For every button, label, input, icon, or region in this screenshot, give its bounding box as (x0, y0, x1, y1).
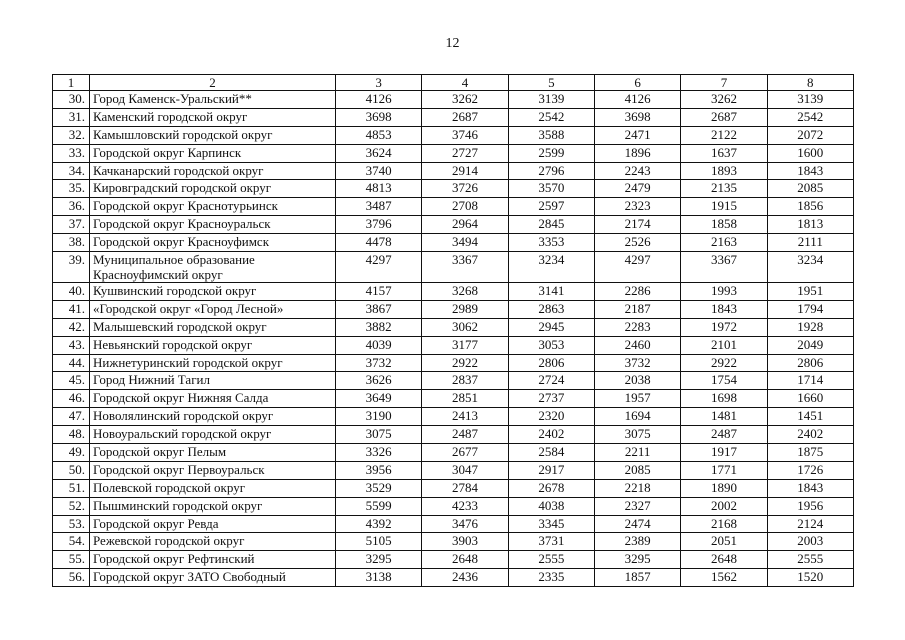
row-number-cell: 51. (53, 479, 90, 497)
row-number-cell: 32. (53, 126, 90, 144)
row-number-cell: 43. (53, 336, 90, 354)
value-cell: 2320 (508, 408, 594, 426)
value-cell: 2168 (681, 515, 767, 533)
value-cell: 2211 (594, 444, 680, 462)
value-cell: 2051 (681, 533, 767, 551)
value-cell: 1956 (767, 497, 853, 515)
value-cell: 1451 (767, 408, 853, 426)
value-cell: 4853 (336, 126, 422, 144)
table-row (53, 497, 854, 515)
municipality-name-cell: Город Каменск-Уральский** (90, 91, 336, 109)
value-cell: 2989 (422, 300, 508, 318)
table-row (53, 108, 854, 126)
value-cell: 3903 (422, 533, 508, 551)
municipality-name-cell: Городской округ ЗАТО Свободный (90, 569, 336, 587)
table-row (53, 390, 854, 408)
value-cell: 2389 (594, 533, 680, 551)
value-cell: 2402 (767, 426, 853, 444)
data-table (52, 74, 854, 587)
value-cell: 2806 (767, 354, 853, 372)
value-cell: 2174 (594, 216, 680, 234)
value-cell: 3262 (681, 91, 767, 109)
value-cell: 2038 (594, 372, 680, 390)
row-number-cell: 49. (53, 444, 90, 462)
value-cell: 1843 (767, 479, 853, 497)
value-cell: 1915 (681, 198, 767, 216)
value-cell: 2460 (594, 336, 680, 354)
value-cell: 3529 (336, 479, 422, 497)
value-cell: 1893 (681, 162, 767, 180)
municipality-name-cell: Городской округ Краснотурьинск (90, 198, 336, 216)
value-cell: 1917 (681, 444, 767, 462)
row-number-cell: 50. (53, 461, 90, 479)
value-cell: 3047 (422, 461, 508, 479)
table-row (53, 216, 854, 234)
value-cell: 2584 (508, 444, 594, 462)
value-cell: 2922 (681, 354, 767, 372)
value-cell: 3588 (508, 126, 594, 144)
value-cell: 3234 (767, 252, 853, 283)
value-cell: 2413 (422, 408, 508, 426)
value-cell: 1754 (681, 372, 767, 390)
column-header: 5 (508, 75, 594, 91)
table-row (53, 283, 854, 301)
value-cell: 2085 (594, 461, 680, 479)
value-cell: 2474 (594, 515, 680, 533)
municipality-name-cell: Городской округ Ревда (90, 515, 336, 533)
value-cell: 2335 (508, 569, 594, 587)
municipality-name-cell: Невьянский городской округ (90, 336, 336, 354)
value-cell: 2286 (594, 283, 680, 301)
value-cell: 2964 (422, 216, 508, 234)
value-cell: 4126 (594, 91, 680, 109)
table-body (53, 75, 854, 587)
value-cell: 3295 (594, 551, 680, 569)
value-cell: 3494 (422, 234, 508, 252)
value-cell: 2003 (767, 533, 853, 551)
value-cell: 2851 (422, 390, 508, 408)
table-row (53, 444, 854, 462)
table-row (53, 300, 854, 318)
column-header: 3 (336, 75, 422, 91)
value-cell: 2101 (681, 336, 767, 354)
value-cell: 3139 (767, 91, 853, 109)
value-cell: 2806 (508, 354, 594, 372)
table-row (53, 318, 854, 336)
municipality-name-cell: Режевской городской округ (90, 533, 336, 551)
table-row (53, 569, 854, 587)
table-header-row (53, 75, 854, 91)
value-cell: 2323 (594, 198, 680, 216)
value-cell: 3626 (336, 372, 422, 390)
row-number-cell: 39. (53, 252, 90, 283)
table-row (53, 426, 854, 444)
value-cell: 1481 (681, 408, 767, 426)
column-header: 4 (422, 75, 508, 91)
value-cell: 3075 (336, 426, 422, 444)
value-cell: 3326 (336, 444, 422, 462)
value-cell: 1660 (767, 390, 853, 408)
table-row (53, 408, 854, 426)
municipality-name-cell: Пышминский городской округ (90, 497, 336, 515)
value-cell: 3740 (336, 162, 422, 180)
value-cell: 3268 (422, 283, 508, 301)
value-cell: 2727 (422, 144, 508, 162)
municipality-name-cell: Каменский городской округ (90, 108, 336, 126)
row-number-cell: 54. (53, 533, 90, 551)
value-cell: 4297 (336, 252, 422, 283)
value-cell: 2648 (422, 551, 508, 569)
value-cell: 3190 (336, 408, 422, 426)
municipality-name-cell: Малышевский городской округ (90, 318, 336, 336)
value-cell: 2677 (422, 444, 508, 462)
municipality-name-cell: Кировградский городской округ (90, 180, 336, 198)
value-cell: 1843 (681, 300, 767, 318)
value-cell: 2597 (508, 198, 594, 216)
row-number-cell: 46. (53, 390, 90, 408)
value-cell: 1726 (767, 461, 853, 479)
value-cell: 1858 (681, 216, 767, 234)
value-cell: 2124 (767, 515, 853, 533)
table-row (53, 180, 854, 198)
value-cell: 1928 (767, 318, 853, 336)
value-cell: 2687 (422, 108, 508, 126)
value-cell: 3867 (336, 300, 422, 318)
value-cell: 2796 (508, 162, 594, 180)
municipality-name-cell: «Городской округ «Город Лесной» (90, 300, 336, 318)
value-cell: 3177 (422, 336, 508, 354)
table-row (53, 336, 854, 354)
value-cell: 2402 (508, 426, 594, 444)
value-cell: 1856 (767, 198, 853, 216)
value-cell: 3732 (594, 354, 680, 372)
municipality-name-cell: Городской округ Красноуральск (90, 216, 336, 234)
row-number-cell: 45. (53, 372, 90, 390)
table-row (53, 126, 854, 144)
value-cell: 1957 (594, 390, 680, 408)
value-cell: 2085 (767, 180, 853, 198)
row-number-cell: 31. (53, 108, 90, 126)
row-number-cell: 44. (53, 354, 90, 372)
value-cell: 3624 (336, 144, 422, 162)
value-cell: 2708 (422, 198, 508, 216)
row-number-cell: 42. (53, 318, 90, 336)
column-header: 7 (681, 75, 767, 91)
value-cell: 2471 (594, 126, 680, 144)
value-cell: 3731 (508, 533, 594, 551)
row-number-cell: 55. (53, 551, 90, 569)
row-number-cell: 40. (53, 283, 90, 301)
municipality-name-cell: Полевской городской округ (90, 479, 336, 497)
value-cell: 2945 (508, 318, 594, 336)
value-cell: 1972 (681, 318, 767, 336)
value-cell: 3367 (422, 252, 508, 283)
value-cell: 3746 (422, 126, 508, 144)
value-cell: 2135 (681, 180, 767, 198)
municipality-name-cell: Новолялинский городской округ (90, 408, 336, 426)
value-cell: 3882 (336, 318, 422, 336)
table-row (53, 551, 854, 569)
value-cell: 3487 (336, 198, 422, 216)
value-cell: 1714 (767, 372, 853, 390)
municipality-name-cell: Городской округ Пелым (90, 444, 336, 462)
value-cell: 3345 (508, 515, 594, 533)
row-number-cell: 53. (53, 515, 90, 533)
value-cell: 1896 (594, 144, 680, 162)
value-cell: 3053 (508, 336, 594, 354)
value-cell: 2555 (767, 551, 853, 569)
column-header: 2 (90, 75, 336, 91)
value-cell: 1794 (767, 300, 853, 318)
value-cell: 1993 (681, 283, 767, 301)
page-number: 12 (445, 36, 460, 51)
value-cell: 3726 (422, 180, 508, 198)
value-cell: 2845 (508, 216, 594, 234)
value-cell: 1520 (767, 569, 853, 587)
value-cell: 4297 (594, 252, 680, 283)
municipality-name-cell: Городской округ Первоуральск (90, 461, 336, 479)
column-header: 6 (594, 75, 680, 91)
value-cell: 4233 (422, 497, 508, 515)
table-row (53, 91, 854, 109)
row-number-cell: 47. (53, 408, 90, 426)
row-number-cell: 37. (53, 216, 90, 234)
table-row (53, 198, 854, 216)
value-cell: 4038 (508, 497, 594, 515)
value-cell: 2049 (767, 336, 853, 354)
value-cell: 1562 (681, 569, 767, 587)
value-cell: 3796 (336, 216, 422, 234)
value-cell: 1694 (594, 408, 680, 426)
row-number-cell: 30. (53, 91, 90, 109)
row-number-cell: 38. (53, 234, 90, 252)
municipality-name-cell: Кушвинский городской округ (90, 283, 336, 301)
value-cell: 3698 (594, 108, 680, 126)
value-cell: 4039 (336, 336, 422, 354)
value-cell: 2678 (508, 479, 594, 497)
value-cell: 2863 (508, 300, 594, 318)
table-row (53, 162, 854, 180)
value-cell: 2542 (767, 108, 853, 126)
row-number-cell: 48. (53, 426, 90, 444)
value-cell: 2436 (422, 569, 508, 587)
municipality-name-cell: Качканарский городской округ (90, 162, 336, 180)
table-row (53, 252, 854, 283)
municipality-name-cell: Новоуральский городской округ (90, 426, 336, 444)
value-cell: 1600 (767, 144, 853, 162)
row-number-cell: 36. (53, 198, 90, 216)
municipality-name-cell: Городской округ Рефтинский (90, 551, 336, 569)
table-row (53, 354, 854, 372)
row-number-cell: 33. (53, 144, 90, 162)
value-cell: 2479 (594, 180, 680, 198)
value-cell: 2914 (422, 162, 508, 180)
municipality-name-cell: Муниципальное образование Красноуфимский округ (90, 252, 336, 283)
value-cell: 2599 (508, 144, 594, 162)
value-cell: 3234 (508, 252, 594, 283)
value-cell: 2784 (422, 479, 508, 497)
value-cell: 3570 (508, 180, 594, 198)
municipality-name-cell: Город Нижний Тагил (90, 372, 336, 390)
value-cell: 3139 (508, 91, 594, 109)
value-cell: 2837 (422, 372, 508, 390)
value-cell: 1875 (767, 444, 853, 462)
value-cell: 3367 (681, 252, 767, 283)
value-cell: 2687 (681, 108, 767, 126)
value-cell: 2327 (594, 497, 680, 515)
municipality-name-cell: Городской округ Карпинск (90, 144, 336, 162)
column-header: 8 (767, 75, 853, 91)
value-cell: 2487 (681, 426, 767, 444)
value-cell: 2737 (508, 390, 594, 408)
value-cell: 1813 (767, 216, 853, 234)
value-cell: 2072 (767, 126, 853, 144)
value-cell: 5105 (336, 533, 422, 551)
value-cell: 2111 (767, 234, 853, 252)
value-cell: 4478 (336, 234, 422, 252)
value-cell: 3062 (422, 318, 508, 336)
value-cell: 2122 (681, 126, 767, 144)
value-cell: 3649 (336, 390, 422, 408)
row-number-cell: 41. (53, 300, 90, 318)
value-cell: 3295 (336, 551, 422, 569)
value-cell: 2218 (594, 479, 680, 497)
table-row (53, 372, 854, 390)
value-cell: 1637 (681, 144, 767, 162)
value-cell: 1843 (767, 162, 853, 180)
municipality-name-cell: Камышловский городской округ (90, 126, 336, 144)
value-cell: 2002 (681, 497, 767, 515)
value-cell: 3732 (336, 354, 422, 372)
value-cell: 2917 (508, 461, 594, 479)
value-cell: 4126 (336, 91, 422, 109)
column-header: 1 (53, 75, 90, 91)
value-cell: 3075 (594, 426, 680, 444)
value-cell: 2648 (681, 551, 767, 569)
value-cell: 1951 (767, 283, 853, 301)
row-number-cell: 56. (53, 569, 90, 587)
value-cell: 2542 (508, 108, 594, 126)
table-row (53, 479, 854, 497)
table-row (53, 234, 854, 252)
value-cell: 3476 (422, 515, 508, 533)
value-cell: 3698 (336, 108, 422, 126)
value-cell: 2187 (594, 300, 680, 318)
value-cell: 3262 (422, 91, 508, 109)
table-row (53, 144, 854, 162)
value-cell: 4392 (336, 515, 422, 533)
value-cell: 2922 (422, 354, 508, 372)
value-cell: 3353 (508, 234, 594, 252)
value-cell: 1890 (681, 479, 767, 497)
value-cell: 2555 (508, 551, 594, 569)
value-cell: 3956 (336, 461, 422, 479)
row-number-cell: 34. (53, 162, 90, 180)
value-cell: 4157 (336, 283, 422, 301)
value-cell: 1698 (681, 390, 767, 408)
value-cell: 2526 (594, 234, 680, 252)
table-row (53, 533, 854, 551)
row-number-cell: 52. (53, 497, 90, 515)
table-row (53, 515, 854, 533)
row-number-cell: 35. (53, 180, 90, 198)
value-cell: 2724 (508, 372, 594, 390)
value-cell: 2283 (594, 318, 680, 336)
table-row (53, 461, 854, 479)
value-cell: 3141 (508, 283, 594, 301)
value-cell: 1857 (594, 569, 680, 587)
municipality-name-cell: Нижнетуринский городской округ (90, 354, 336, 372)
value-cell: 5599 (336, 497, 422, 515)
municipality-name-cell: Городской округ Красноуфимск (90, 234, 336, 252)
value-cell: 2243 (594, 162, 680, 180)
value-cell: 3138 (336, 569, 422, 587)
municipality-name-cell: Городской округ Нижняя Салда (90, 390, 336, 408)
value-cell: 2487 (422, 426, 508, 444)
value-cell: 1771 (681, 461, 767, 479)
value-cell: 4813 (336, 180, 422, 198)
value-cell: 2163 (681, 234, 767, 252)
